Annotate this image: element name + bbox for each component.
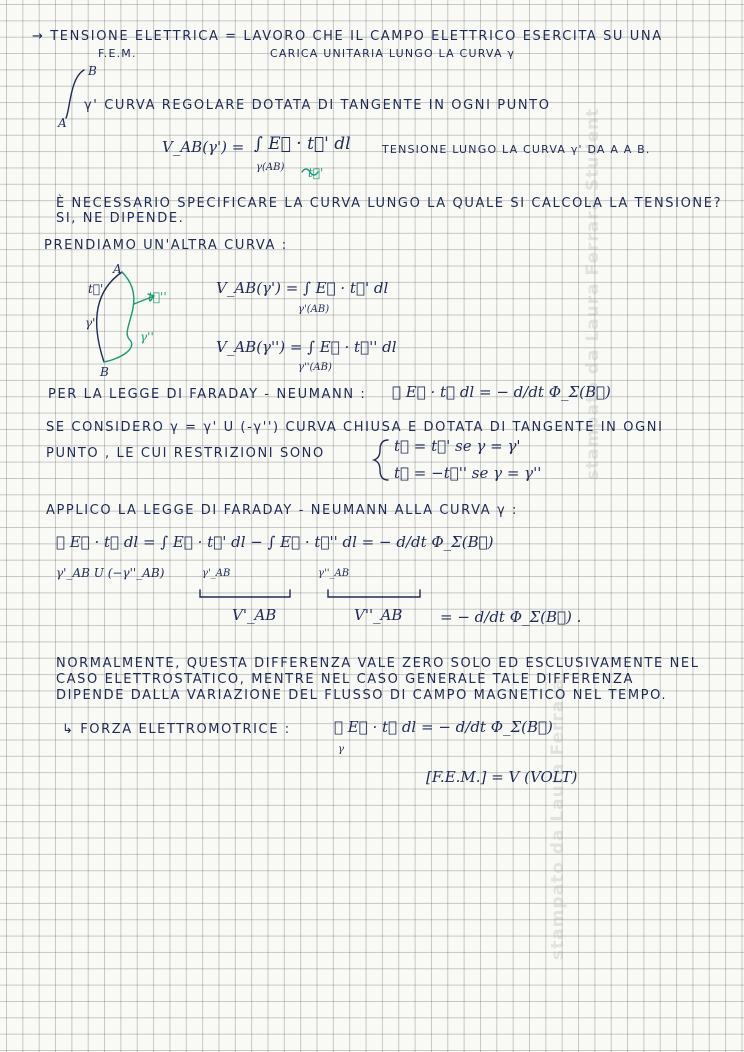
fem-label: F.E.M.	[98, 47, 137, 60]
restriction-1: t⃗ = t⃗' se γ = γ'	[394, 437, 521, 455]
faraday-law-intro: PER LA LEGGE DI FARADAY - NEUMANN :	[48, 387, 367, 402]
voltage-symbol: V_AB(γ') =	[162, 138, 245, 156]
answer-line: SI, NE DIPENDE.	[56, 211, 185, 226]
tangent-annotation: t⃗'	[308, 166, 324, 180]
faraday-law-equation: ∮ E⃗ · t⃗ dl = − d/dt Φ_Σ(B⃗)	[392, 383, 611, 401]
underbrace-v-prime-icon	[200, 590, 290, 597]
apply-law-line: APPLICO LA LEGGE DI FARADAY - NEUMANN ALLA CURVA γ :	[46, 503, 518, 518]
restrictions-line: PUNTO , LE CUI RESTRIZIONI SONO	[46, 446, 325, 461]
voltage-v-second: V''_AB	[354, 606, 403, 624]
voltage-v-prime: V'_AB	[232, 606, 277, 624]
tangent-arrow-icon	[134, 294, 154, 304]
definition-line-1: → TENSIONE ELETTRICA = LAVORO CHE IL CAMPO ELETTRICO ESERCITA SU UNA	[32, 29, 663, 44]
voltage-description: TENSIONE LUNGO LA CURVA γ' DA A A B.	[382, 143, 651, 156]
emf-domain: γ	[338, 744, 344, 755]
another-curve-line: PRENDIAMO UN'ALTRA CURVA :	[44, 238, 288, 253]
integral-sign-icon	[66, 70, 84, 118]
definition-line-2: CARICA UNITARIA LUNGO LA CURVA γ	[270, 47, 516, 60]
figure-tangent-second: t⃗''	[148, 290, 167, 304]
figure-gamma-prime: γ'	[85, 316, 96, 330]
emf-equation: ∮ E⃗ · t⃗ dl = − d/dt Φ_Σ(B⃗)	[334, 718, 553, 736]
flux-result: = − d/dt Φ_Σ(B⃗) .	[440, 608, 582, 626]
voltage-gamma-second: V_AB(γ'') = ∫ E⃗ · t⃗'' dl	[216, 338, 397, 356]
emf-unit: [F.E.M.] = V (VOLT)	[426, 768, 578, 786]
conclusion-line-3: DIPENDE DALLA VARIAZIONE DEL FLUSSO DI CAMPO MAGNETICO NEL TEMPO.	[56, 688, 668, 703]
figure-point-a: A	[113, 262, 122, 276]
restrictions-brace-icon	[374, 440, 388, 480]
emf-label: ↳ FORZA ELETTROMOTRICE :	[62, 722, 291, 737]
curve-definition: γ' CURVA REGOLARE DOTATA DI TANGENTE IN OGNI PUNTO	[84, 98, 551, 113]
voltage-gamma-prime-domain: γ'(AB)	[298, 304, 330, 315]
figure-tangent-prime: t⃗'	[88, 282, 104, 296]
circulation-domain: γ'_AB U (−γ''_AB)	[56, 566, 165, 580]
voltage-integral: ∫ E⃗ · t⃗' dl	[254, 134, 351, 154]
question-line: È NECESSARIO SPECIFICARE LA CURVA LUNGO LA QUALE SI CALCOLA LA TENSIONE?	[56, 196, 723, 211]
integral-domain-gamma-prime: γ'_AB	[202, 568, 231, 579]
voltage-integral-domain: γ(AB)	[256, 162, 285, 173]
circulation-equation: ∮ E⃗ · t⃗ dl = ∫ E⃗ · t⃗' dl − ∫ E⃗ · t⃗'' dl = − d/dt Φ_Σ(B⃗)	[56, 533, 494, 551]
voltage-gamma-second-domain: γ''(AB)	[298, 362, 332, 373]
integral-domain-gamma-second: γ''_AB	[318, 568, 350, 579]
figure-point-b: B	[100, 365, 109, 379]
conclusion-line-1: NORMALMENTE, QUESTA DIFFERENZA VALE ZERO SOLO ED ESCLUSIVAMENTE NEL	[56, 656, 700, 671]
restriction-2: t⃗ = −t⃗'' se γ = γ''	[394, 464, 542, 482]
figure-gamma-second: γ''	[140, 330, 154, 344]
integral-upper-limit: B	[88, 64, 97, 78]
underbrace-v-second-icon	[328, 590, 420, 597]
curve-gamma-prime-icon	[97, 272, 122, 362]
watermark-secondary: stampato da Laura Ferrara	[548, 677, 568, 960]
conclusion-line-2: CASO ELETTROSTATICO, MENTRE NEL CASO GENERALE TALE DIFFERENZA	[56, 672, 634, 687]
closed-curve-line: SE CONSIDERO γ = γ' U (-γ'') CURVA CHIUSA E DOTATA DI TANGENTE IN OGNI	[46, 420, 664, 435]
green-brace-icon	[302, 169, 318, 175]
watermark: stampato da Laura Ferrara Student	[583, 107, 603, 480]
integral-lower-limit: A	[58, 116, 67, 130]
voltage-gamma-prime: V_AB(γ') = ∫ E⃗ · t⃗' dl	[216, 279, 389, 297]
